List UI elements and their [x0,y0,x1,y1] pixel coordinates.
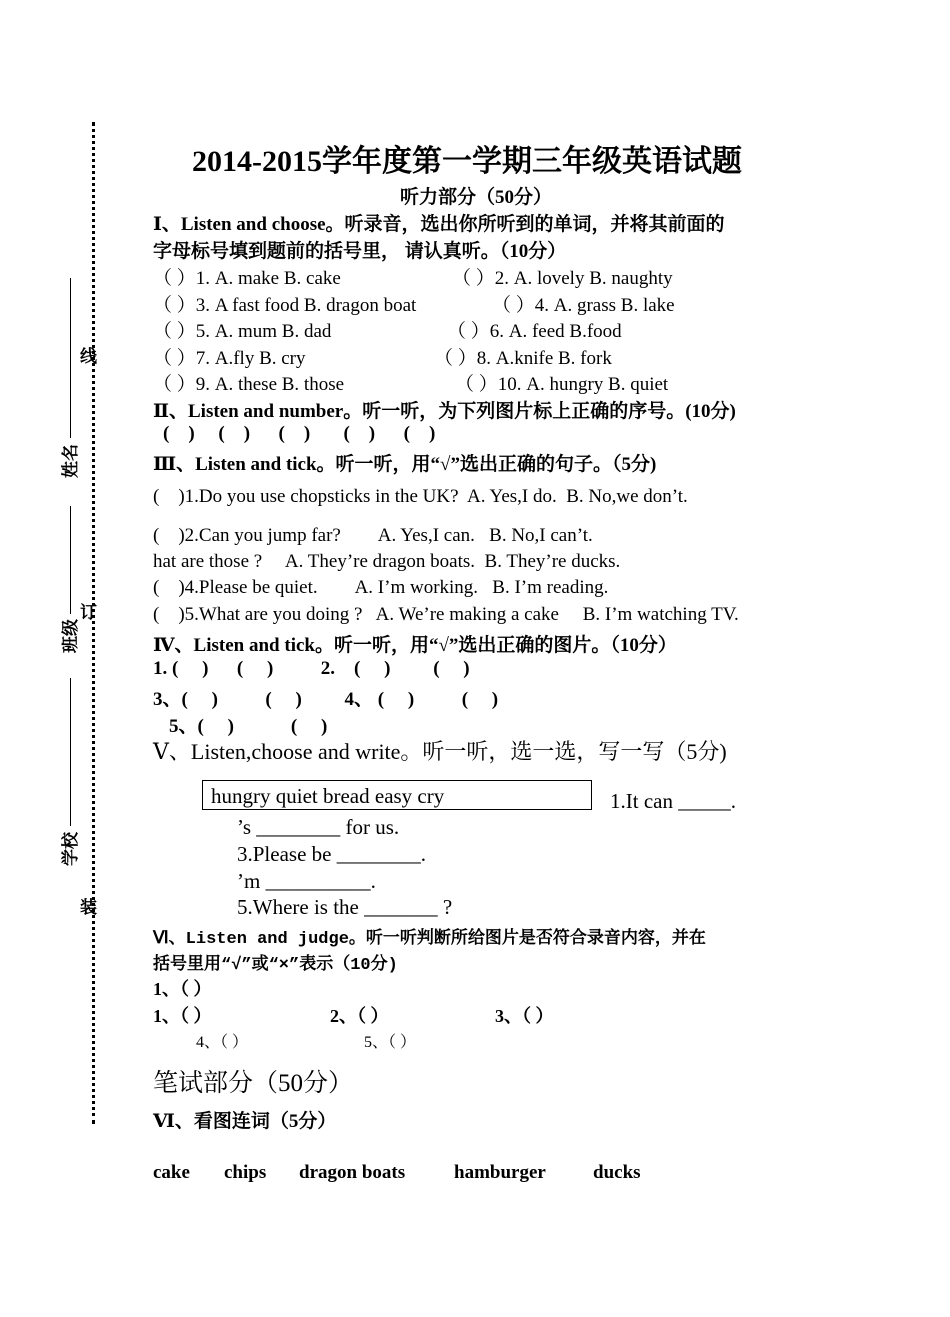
s5-q1[interactable]: 1.It can _____. [610,789,736,813]
section1-heading-line1: Ⅰ、Listen and choose。听录音，选出你所听到的单词，并将其前面的 [153,214,725,235]
s1-q1[interactable]: （ ）1. A. make B. cake [153,268,341,289]
s6-q3[interactable]: 3、（ ） [495,1006,554,1026]
word-hamburger: hamburger [454,1162,546,1183]
s5-q3[interactable]: 3.Please be ________. [237,842,426,866]
s1-q9[interactable]: （ ）9. A. these B. those [153,374,345,395]
name-field-line[interactable] [70,278,71,438]
section2-blanks[interactable]: ( ) ( ) ( ) ( ) ( ) [163,423,436,444]
s1-q5[interactable]: （ ）5. A. mum B. dad [153,321,332,342]
page-title: 2014-2015学年度第一学期三年级英语试题 [192,145,742,178]
word-ducks: ducks [593,1162,641,1183]
s3-q5[interactable]: ( )5.What are you doing ? A. We’re making a cake B. I’m watching TV. [153,604,739,625]
s3-q4[interactable]: ( )4.Please be quiet. A. I’m working. B. I’m reading. [153,577,609,598]
school-field-line[interactable] [70,678,71,826]
s1-q3[interactable]: （ ）3. A fast food B. dragon boat [153,295,417,316]
word-box: hungry quiet bread easy cry [202,780,592,810]
s5-q4[interactable]: ’m __________. [237,869,376,893]
class-field-line[interactable] [70,506,71,614]
s6-q5[interactable]: 5、（ ） [364,1034,417,1051]
s1-q2[interactable]: （ ）2. A. lovely B. naughty [452,268,673,289]
s3-q3[interactable]: hat are those ? A. They’re dragon boats. B. They’re ducks. [153,551,621,572]
word-cake: cake [153,1162,190,1183]
section1-heading-line2: 字母标号填到题前的括号里， 请认真听。（10分） [153,241,567,262]
section5-heading: Ⅴ、Listen,choose and write。听一听，选一选，写一写（5分) [153,739,727,764]
s5-q2[interactable]: ’s ________ for us. [237,815,400,839]
word-chips: chips [224,1162,267,1183]
section3-heading: Ⅲ、Listen and tick。听一听，用“√”选出正确的句子。（5分) [153,454,657,475]
s1-q8[interactable]: （ ）8. A.knife B. fork [434,348,612,369]
s6-row1[interactable]: 1、（ ） [153,979,212,999]
section6-heading-line1: Ⅵ、Listen and judge。听一听判断所给图片是否符合录音内容，并在 [153,930,706,949]
s4-row1[interactable]: 1. ( ) ( ) 2. ( ) ( ) [153,658,470,679]
binding-fold-char: 装 [80,898,97,917]
s1-q7[interactable]: （ ）7. A.fly B. cry [153,348,306,369]
s3-q1[interactable]: ( )1.Do you use chopsticks in the UK? A. Yes,I do. B. No,we don’t. [153,486,688,507]
written-heading: 笔试部分（50分） [153,1070,354,1097]
s1-q10[interactable]: （ ）10. A. hungry B. quiet [455,374,669,395]
listening-heading: 听力部分（50分） [400,187,553,208]
s6-q2[interactable]: 2、（ ） [330,1006,389,1026]
s6-q1[interactable]: 1、（ ） [153,1006,212,1026]
school-label: 学校 [61,832,80,866]
binding-cut-line [92,122,95,1124]
name-label: 姓名 [61,444,80,478]
section6-heading-line2: 括号里用“√”或“×”表示（10分) [153,956,398,975]
s4-row2[interactable]: 3、( ) ( ) 4、 ( ) ( ) [153,689,499,710]
s1-q6[interactable]: （ ）6. A. feed B.food [447,321,622,342]
section2-heading: Ⅱ、Listen and number。听一听，为下列图片标上正确的序号。(10分) [153,401,736,422]
section4-heading: Ⅳ、Listen and tick。听一听，用“√”选出正确的图片。（10分） [153,635,677,656]
word-dragon-boats: dragon boats [299,1162,406,1183]
binding-bind-char: 订 [80,603,97,622]
class-label: 班级 [61,619,80,653]
s4-row3[interactable]: 5、( ) ( ) [169,716,328,737]
s6-q4[interactable]: 4、（ ） [196,1034,249,1051]
s5-q5[interactable]: 5.Where is the _______ ? [237,895,453,919]
s3-q2[interactable]: ( )2.Can you jump far? A. Yes,I can. B. No,I can’t. [153,525,593,546]
binding-line-char: 线 [80,347,97,366]
section7-heading: Ⅵ、看图连词（5分） [153,1111,337,1132]
s1-q4[interactable]: （ ）4. A. grass B. lake [492,295,675,316]
